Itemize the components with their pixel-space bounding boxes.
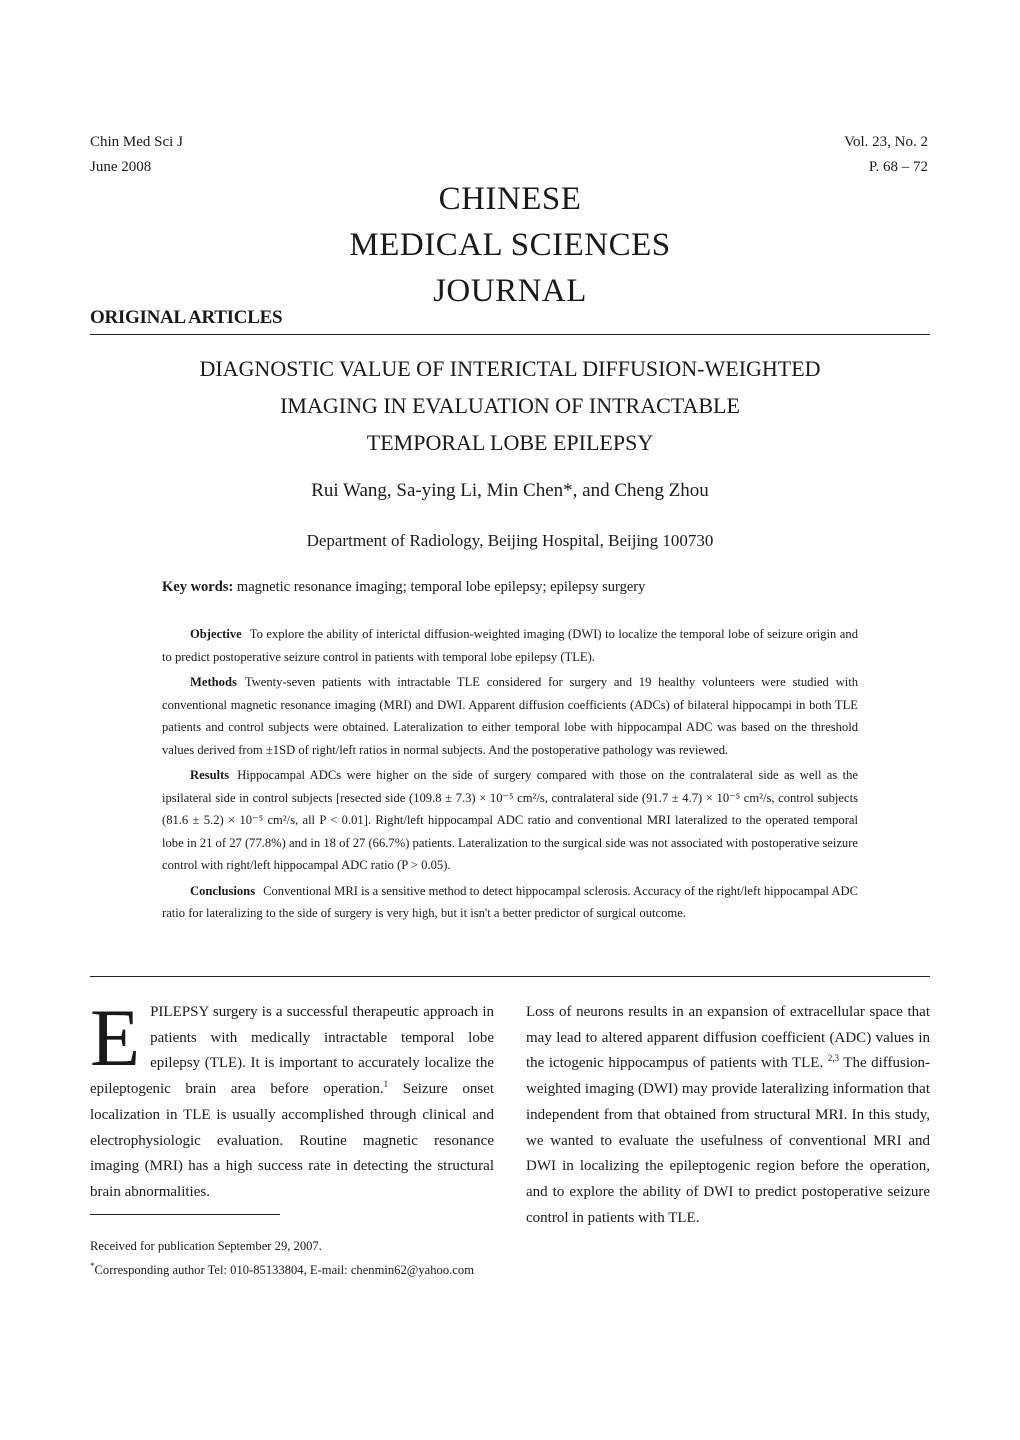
- citation-ref: 1: [383, 1079, 389, 1090]
- article-title-line: IMAGING IN EVALUATION OF INTRACTABLE: [280, 393, 740, 418]
- keywords-text: magnetic resonance imaging; temporal lobe epilepsy; epilepsy surgery: [236, 579, 646, 595]
- abstract-methods-label: Methods: [190, 675, 237, 689]
- article-title-line: TEMPORAL LOBE EPILEPSY: [366, 430, 654, 455]
- drop-cap: E: [90, 992, 141, 1083]
- issue-date: June 2008: [90, 159, 152, 175]
- abstract-results: [162, 764, 858, 877]
- section-label: ORIGINAL ARTICLES: [90, 307, 283, 328]
- journal-title-line: CHINESE: [438, 181, 582, 217]
- intro-paragraph-continued: [526, 1000, 930, 1231]
- abstract-conclusions-label: Conclusions: [190, 883, 256, 898]
- abstract-methods: [162, 671, 858, 761]
- abstract-conclusions-text: Conventional MRI is a sensitive method to detect hippocampal sclerosis. Accuracy of the right/left hippocampal ADC ratio for lateralizing to the side of surgery is very high, but it isn't a better predictor of surgical outcome.: [162, 883, 858, 920]
- intro-text-3: Loss of neurons results in an expansion of extracellular space that may lead to altered apparent diffusion coefficient (ADC) values in the ictogenic hippocampus of patients with TLE.: [526, 1004, 930, 1072]
- corresponding-mark: *: [90, 1260, 95, 1271]
- footnotes: [90, 1236, 510, 1284]
- abstract-divider: [90, 976, 930, 977]
- corresponding-author-text: Corresponding author Tel: 010-85133804, E-mail: chenmin62@yahoo.com: [94, 1263, 474, 1277]
- article-title: [60, 350, 960, 461]
- keywords: [162, 579, 645, 596]
- abstract-results-text: Hippocampal ADCs were higher on the side of surgery compared with those on the contralateral side as well as the ipsilateral side in control subjects [resected side (109.8 ± 7.3) × 10⁻⁵ cm²/s, contralateral side (91.7 ± 4.7) × 10⁻⁵ cm²/s, control subjects (81.6 ± 5.2) × 10⁻⁵ cm²/s, all P < 0.01]. Right/left hippocampal ADC ratio and conventional MRI lateralized to the operated temporal lobe in 21 of 27 (77.8%) and in 18 of 27 (66.7%) patients. Lateralization to the surgical side was not associated with postoperative seizure control with right/left hippocampal ADC ratio (P > 0.05).: [162, 768, 858, 872]
- body-column-left: [90, 992, 494, 1206]
- abstract-methods-text: Twenty-seven patients with intractable TLE considered for surgery and 19 healthy volunteers were studied with conventional magnetic resonance imaging (MRI) and DWI. Apparent diffusion coefficients (ADCs) of bilateral hippocampi in both TLE patients and control subjects were obtained. Lateralization to either temporal lobe with hippocampal ADC was based on the threshold values derived from ±1SD of right/left ratios in normal subjects. And the postoperative pathology was reviewed.: [162, 675, 858, 757]
- abstract: [162, 623, 858, 928]
- journal-title-line: JOURNAL: [433, 273, 587, 309]
- intro-text-4: The diffusion-weighted imaging (DWI) may provide lateralizing information that independent from that obtained from structural MRI. In this study, we wanted to evaluate the usefulness of conventional MRI and DWI in localizing the epileptogenic region before the operation, and to explore the ability of DWI to predict postoperative seizure control in patients with TLE.: [526, 1055, 931, 1226]
- abstract-results-label: Results: [190, 768, 230, 782]
- author-list: Rui Wang, Sa-ying Li, Min Chen*, and Cheng Zhou: [311, 480, 709, 501]
- journal-title-line: MEDICAL SCIENCES: [349, 227, 671, 263]
- abstract-objective: [162, 623, 858, 668]
- footnote-divider: [90, 1214, 280, 1215]
- body-column-right: [526, 1000, 930, 1231]
- page-range: P. 68 – 72: [868, 159, 928, 175]
- abstract-objective-text: To explore the ability of interictal diffusion-weighted imaging (DWI) to localize the temporal lobe of seizure origin and to predict postoperative seizure control in patients with temporal lobe epilepsy (TLE).: [162, 627, 858, 664]
- keywords-label: Key words:: [162, 579, 234, 595]
- abstract-objective-label: Objective: [190, 627, 242, 641]
- section-divider: [90, 334, 930, 335]
- article-title-line: DIAGNOSTIC VALUE OF INTERICTAL DIFFUSION-WEIGHTED: [199, 356, 821, 381]
- intro-text-1: PILEPSY surgery is a successful therapeutic approach in patients with medically intractable temporal lobe epilepsy (TLE). It is important to accurately localize the epileptogenic brain area before operation.: [90, 1004, 494, 1098]
- affiliation: Department of Radiology, Beijing Hospital, Beijing 100730: [306, 531, 714, 550]
- citation-ref: 2,3: [827, 1053, 840, 1064]
- intro-text-2: Seizure onset localization in TLE is usually accomplished through clinical and electrophysiologic evaluation. Routine magnetic resonance imaging (MRI) has a high success rate in detecting the structural brain abnormalities.: [90, 1081, 494, 1200]
- intro-paragraph: [90, 992, 494, 1206]
- received-date: Received for publication September 29, 2007.: [90, 1239, 322, 1253]
- corresponding-author: [90, 1260, 510, 1280]
- abstract-conclusions: [162, 880, 858, 925]
- journal-title: [0, 176, 1020, 314]
- journal-abbrev: Chin Med Sci J: [90, 134, 183, 150]
- volume-number: Vol. 23, No. 2: [844, 134, 928, 150]
